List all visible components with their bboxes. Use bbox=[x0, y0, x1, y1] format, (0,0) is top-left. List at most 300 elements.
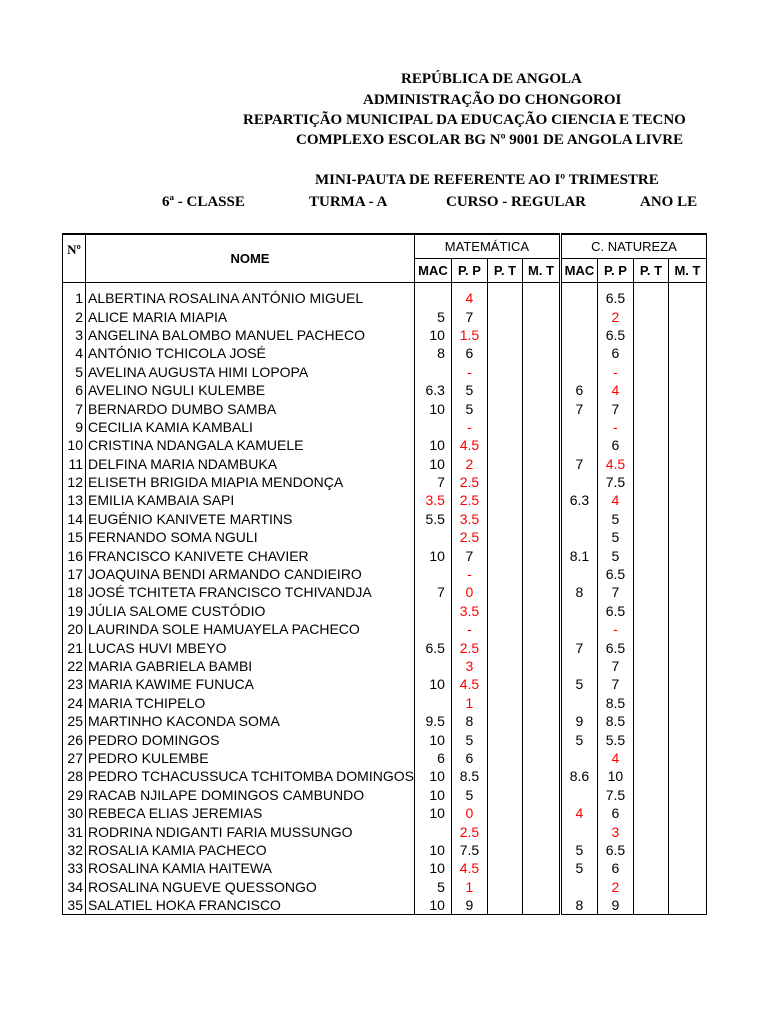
science-mt-grade bbox=[668, 491, 706, 509]
student-row bbox=[63, 583, 707, 601]
grades-table bbox=[62, 233, 707, 915]
student-name: PEDRO TCHACUSSUCA TCHITOMBA DOMINGOS bbox=[86, 767, 415, 785]
science-mt-grade bbox=[668, 712, 706, 730]
science-pt-grade bbox=[633, 602, 668, 620]
math-mac-grade: 7 bbox=[414, 473, 451, 491]
science-pp-grade: 7 bbox=[597, 399, 633, 417]
student-row bbox=[63, 510, 707, 528]
science-mt-grade bbox=[668, 399, 706, 417]
math-mac-grade: 10 bbox=[414, 767, 451, 785]
math-pp-grade: 4.5 bbox=[451, 859, 487, 877]
math-mac-grade bbox=[414, 418, 451, 436]
education-department-heading: REPARTIÇÃO MUNICIPAL DA EDUCAÇÃO CIENCIA E TECNO bbox=[243, 112, 686, 128]
science-pp-grade: 5.5 bbox=[597, 730, 633, 748]
row-number: 13 bbox=[63, 491, 86, 509]
student-row bbox=[63, 307, 707, 325]
science-pt-grade bbox=[633, 804, 668, 822]
math-pt-grade bbox=[487, 528, 522, 546]
science-pt-grade bbox=[633, 528, 668, 546]
math-pp-grade: 2.5 bbox=[451, 638, 487, 656]
row-number: 20 bbox=[63, 620, 86, 638]
science-mt-grade bbox=[668, 602, 706, 620]
student-name: AVELINO NGULI KULEMBE bbox=[86, 381, 415, 399]
student-name: ALBERTINA ROSALINA ANTÓNIO MIGUEL bbox=[86, 283, 415, 308]
math-mac-grade bbox=[414, 822, 451, 840]
math-pt-grade bbox=[487, 473, 522, 491]
student-name: LUCAS HUVI MBEYO bbox=[86, 638, 415, 656]
math-mac-grade: 3.5 bbox=[414, 491, 451, 509]
math-mt-grade bbox=[522, 602, 560, 620]
math-pt-grade bbox=[487, 344, 522, 362]
math-pt-grade bbox=[487, 712, 522, 730]
math-mac-grade bbox=[414, 694, 451, 712]
math-pp-grade: 6 bbox=[451, 749, 487, 767]
row-number: 14 bbox=[63, 510, 86, 528]
math-mac-header: MAC bbox=[414, 259, 451, 283]
math-mac-grade: 10 bbox=[414, 730, 451, 748]
math-pp-grade: 1 bbox=[451, 878, 487, 896]
math-mac-grade: 9.5 bbox=[414, 712, 451, 730]
science-mac-grade: 6 bbox=[560, 381, 597, 399]
student-row bbox=[63, 473, 707, 491]
science-mac-grade bbox=[560, 344, 597, 362]
math-mac-grade bbox=[414, 363, 451, 381]
math-mt-grade bbox=[522, 896, 560, 915]
science-mac-grade bbox=[560, 822, 597, 840]
science-pp-grade: - bbox=[597, 363, 633, 381]
math-pt-grade bbox=[487, 326, 522, 344]
science-mt-grade bbox=[668, 896, 706, 915]
science-mt-grade bbox=[668, 657, 706, 675]
science-mt-grade bbox=[668, 455, 706, 473]
math-mt-grade bbox=[522, 859, 560, 877]
student-row bbox=[63, 399, 707, 417]
math-pp-grade: 2.5 bbox=[451, 822, 487, 840]
math-pt-grade bbox=[487, 675, 522, 693]
math-pt-grade bbox=[487, 418, 522, 436]
science-pp-grade: 4.5 bbox=[597, 455, 633, 473]
science-mac-grade bbox=[560, 786, 597, 804]
science-mt-grade bbox=[668, 730, 706, 748]
student-name: EMILIA KAMBAIA SAPI bbox=[86, 491, 415, 509]
science-pp-grade: 2 bbox=[597, 307, 633, 325]
math-mac-grade: 5.5 bbox=[414, 510, 451, 528]
class-label: 6ª - CLASSE bbox=[162, 194, 245, 210]
math-pt-grade bbox=[487, 841, 522, 859]
student-row bbox=[63, 896, 707, 915]
math-pp-grade: - bbox=[451, 620, 487, 638]
row-number: 28 bbox=[63, 767, 86, 785]
row-number: 16 bbox=[63, 546, 86, 564]
math-mac-grade: 5 bbox=[414, 878, 451, 896]
year-label: ANO LE bbox=[640, 194, 698, 210]
science-mac-grade bbox=[560, 363, 597, 381]
student-name: ROSALINA KAMIA HAITEWA bbox=[86, 859, 415, 877]
student-row bbox=[63, 657, 707, 675]
student-name: MARIA GABRIELA BAMBI bbox=[86, 657, 415, 675]
math-mt-grade bbox=[522, 344, 560, 362]
science-pt-grade bbox=[633, 675, 668, 693]
row-number: 5 bbox=[63, 363, 86, 381]
science-mt-grade bbox=[668, 859, 706, 877]
country-heading: REPÚBLICA DE ANGOLA bbox=[401, 71, 582, 87]
group-label: TURMA - A bbox=[309, 194, 388, 210]
math-mac-grade: 10 bbox=[414, 455, 451, 473]
student-name: REBECA ELIAS JEREMIAS bbox=[86, 804, 415, 822]
math-pt-grade bbox=[487, 491, 522, 509]
student-row bbox=[63, 283, 707, 308]
student-name: ROSALIA KAMIA PACHECO bbox=[86, 841, 415, 859]
row-number: 22 bbox=[63, 657, 86, 675]
row-number: 30 bbox=[63, 804, 86, 822]
science-mac-grade: 9 bbox=[560, 712, 597, 730]
science-mac-grade: 7 bbox=[560, 399, 597, 417]
math-pp-grade: 5 bbox=[451, 786, 487, 804]
science-pp-grade: 9 bbox=[597, 896, 633, 915]
student-name: RODRINA NDIGANTI FARIA MUSSUNGO bbox=[86, 822, 415, 840]
math-pp-grade: 8 bbox=[451, 712, 487, 730]
row-number: 27 bbox=[63, 749, 86, 767]
student-row bbox=[63, 565, 707, 583]
student-name: EUGÉNIO KANIVETE MARTINS bbox=[86, 510, 415, 528]
science-mac-grade bbox=[560, 326, 597, 344]
math-pp-grade: 2.5 bbox=[451, 528, 487, 546]
math-mt-grade bbox=[522, 804, 560, 822]
science-pt-grade bbox=[633, 455, 668, 473]
science-pt-grade bbox=[633, 399, 668, 417]
math-pt-grade bbox=[487, 307, 522, 325]
math-mt-grade bbox=[522, 363, 560, 381]
row-number: 32 bbox=[63, 841, 86, 859]
science-mac-grade bbox=[560, 528, 597, 546]
math-mac-grade: 10 bbox=[414, 675, 451, 693]
math-mac-grade: 5 bbox=[414, 307, 451, 325]
student-row bbox=[63, 620, 707, 638]
student-name: FERNANDO SOMA NGULI bbox=[86, 528, 415, 546]
row-number: 34 bbox=[63, 878, 86, 896]
science-pp-grade: 8.5 bbox=[597, 712, 633, 730]
science-pp-grade: 7 bbox=[597, 657, 633, 675]
math-mt-grade bbox=[522, 712, 560, 730]
row-number: 23 bbox=[63, 675, 86, 693]
student-name: AVELINA AUGUSTA HIMI LOPOPA bbox=[86, 363, 415, 381]
science-mt-grade bbox=[668, 786, 706, 804]
row-number: 24 bbox=[63, 694, 86, 712]
student-name: FRANCISCO KANIVETE CHAVIER bbox=[86, 546, 415, 564]
science-pt-grade bbox=[633, 786, 668, 804]
math-pt-grade bbox=[487, 510, 522, 528]
science-mt-grade bbox=[668, 565, 706, 583]
math-pt-grade bbox=[487, 381, 522, 399]
science-pp-grade: 6 bbox=[597, 859, 633, 877]
student-row bbox=[63, 786, 707, 804]
math-mt-grade bbox=[522, 786, 560, 804]
science-mt-grade bbox=[668, 620, 706, 638]
student-row bbox=[63, 418, 707, 436]
math-mt-grade bbox=[522, 418, 560, 436]
math-mt-grade bbox=[522, 546, 560, 564]
document-title: MINI-PAUTA DE REFERENTE AO Iº TRIMESTRE bbox=[315, 172, 659, 188]
science-mt-header: M. T bbox=[668, 259, 706, 283]
math-mt-grade bbox=[522, 399, 560, 417]
math-pp-grade: 3 bbox=[451, 657, 487, 675]
math-mt-grade bbox=[522, 283, 560, 308]
math-pt-grade bbox=[487, 767, 522, 785]
science-mac-grade bbox=[560, 620, 597, 638]
math-pt-grade bbox=[487, 878, 522, 896]
science-mt-grade bbox=[668, 749, 706, 767]
row-number: 17 bbox=[63, 565, 86, 583]
math-mac-grade: 6.5 bbox=[414, 638, 451, 656]
science-mac-grade: 6.3 bbox=[560, 491, 597, 509]
grades-body bbox=[63, 283, 707, 915]
science-pt-grade bbox=[633, 326, 668, 344]
student-name: JOAQUINA BENDI ARMANDO CANDIEIRO bbox=[86, 565, 415, 583]
math-mt-grade bbox=[522, 491, 560, 509]
math-pt-grade bbox=[487, 363, 522, 381]
school-heading: COMPLEXO ESCOLAR BG Nº 9001 DE ANGOLA LIVRE bbox=[296, 132, 684, 148]
student-name: LAURINDA SOLE HAMUAYELA PACHECO bbox=[86, 620, 415, 638]
row-number: 7 bbox=[63, 399, 86, 417]
student-row bbox=[63, 602, 707, 620]
math-mt-grade bbox=[522, 822, 560, 840]
science-mt-grade bbox=[668, 307, 706, 325]
student-name: SALATIEL HOKA FRANCISCO bbox=[86, 896, 415, 915]
math-mt-grade bbox=[522, 749, 560, 767]
math-pt-grade bbox=[487, 565, 522, 583]
student-row bbox=[63, 381, 707, 399]
science-pt-grade bbox=[633, 565, 668, 583]
math-mac-grade bbox=[414, 565, 451, 583]
science-mac-grade bbox=[560, 418, 597, 436]
row-number: 10 bbox=[63, 436, 86, 454]
row-number: 26 bbox=[63, 730, 86, 748]
math-pp-grade: 9 bbox=[451, 896, 487, 915]
science-pt-grade bbox=[633, 767, 668, 785]
math-pp-grade: 4.5 bbox=[451, 675, 487, 693]
science-mt-grade bbox=[668, 528, 706, 546]
student-row bbox=[63, 638, 707, 656]
math-pt-header: P. T bbox=[487, 259, 522, 283]
math-mt-grade bbox=[522, 455, 560, 473]
science-pp-grade: 7.5 bbox=[597, 786, 633, 804]
math-pp-grade: 1 bbox=[451, 694, 487, 712]
row-number: 2 bbox=[63, 307, 86, 325]
math-pp-grade: 4.5 bbox=[451, 436, 487, 454]
math-pt-grade bbox=[487, 786, 522, 804]
student-row bbox=[63, 822, 707, 840]
science-mt-grade bbox=[668, 283, 706, 308]
science-mt-grade bbox=[668, 694, 706, 712]
science-mac-grade bbox=[560, 657, 597, 675]
math-mt-grade bbox=[522, 620, 560, 638]
math-pp-header: P. P bbox=[451, 259, 487, 283]
math-mt-grade bbox=[522, 583, 560, 601]
science-pp-header: P. P bbox=[597, 259, 633, 283]
math-mac-grade bbox=[414, 283, 451, 308]
science-pp-grade: 7 bbox=[597, 675, 633, 693]
row-number: 6 bbox=[63, 381, 86, 399]
science-mac-grade: 8 bbox=[560, 583, 597, 601]
science-pp-grade: 4 bbox=[597, 381, 633, 399]
math-mt-grade bbox=[522, 436, 560, 454]
math-pp-grade: - bbox=[451, 418, 487, 436]
science-mt-grade bbox=[668, 804, 706, 822]
science-pp-grade: 6.5 bbox=[597, 638, 633, 656]
math-mt-grade bbox=[522, 528, 560, 546]
science-pt-grade bbox=[633, 620, 668, 638]
science-pp-grade: 6.5 bbox=[597, 283, 633, 308]
science-mac-grade: 5 bbox=[560, 730, 597, 748]
row-number: 9 bbox=[63, 418, 86, 436]
math-mac-grade: 10 bbox=[414, 546, 451, 564]
science-mt-grade bbox=[668, 418, 706, 436]
row-number: 31 bbox=[63, 822, 86, 840]
student-row bbox=[63, 804, 707, 822]
student-row bbox=[63, 344, 707, 362]
science-mac-grade bbox=[560, 436, 597, 454]
math-mac-grade: 10 bbox=[414, 896, 451, 915]
student-name: MARTINHO KACONDA SOMA bbox=[86, 712, 415, 730]
math-mac-grade: 7 bbox=[414, 583, 451, 601]
science-pp-grade: 7 bbox=[597, 583, 633, 601]
row-number: 11 bbox=[63, 455, 86, 473]
student-name: CECILIA KAMIA KAMBALI bbox=[86, 418, 415, 436]
science-pt-grade bbox=[633, 657, 668, 675]
student-row bbox=[63, 841, 707, 859]
science-mac-header: MAC bbox=[560, 259, 597, 283]
math-mac-grade bbox=[414, 620, 451, 638]
math-pt-grade bbox=[487, 822, 522, 840]
science-mt-grade bbox=[668, 638, 706, 656]
science-pp-grade: 6.5 bbox=[597, 326, 633, 344]
science-pp-grade: 5 bbox=[597, 546, 633, 564]
science-pp-grade: 7.5 bbox=[597, 473, 633, 491]
science-mt-grade bbox=[668, 878, 706, 896]
science-mt-grade bbox=[668, 583, 706, 601]
science-pt-grade bbox=[633, 694, 668, 712]
science-pt-grade bbox=[633, 749, 668, 767]
science-pp-grade: 6 bbox=[597, 344, 633, 362]
math-mac-grade: 6 bbox=[414, 749, 451, 767]
math-mt-grade bbox=[522, 767, 560, 785]
student-name: MARIA TCHIPELO bbox=[86, 694, 415, 712]
science-mac-grade bbox=[560, 602, 597, 620]
math-pp-grade: 4 bbox=[451, 283, 487, 308]
math-mt-grade bbox=[522, 841, 560, 859]
science-pt-grade bbox=[633, 859, 668, 877]
math-subject-header: MATEMÁTICA bbox=[414, 234, 560, 259]
math-mac-grade: 10 bbox=[414, 326, 451, 344]
math-pt-grade bbox=[487, 455, 522, 473]
math-pt-grade bbox=[487, 638, 522, 656]
science-pp-grade: - bbox=[597, 620, 633, 638]
math-pt-grade bbox=[487, 283, 522, 308]
science-mac-grade: 7 bbox=[560, 638, 597, 656]
math-pt-grade bbox=[487, 657, 522, 675]
math-pp-grade: 3.5 bbox=[451, 602, 487, 620]
student-row bbox=[63, 546, 707, 564]
row-number: 18 bbox=[63, 583, 86, 601]
science-mt-grade bbox=[668, 767, 706, 785]
math-pp-grade: 5 bbox=[451, 399, 487, 417]
math-mt-header: M. T bbox=[522, 259, 560, 283]
math-mt-grade bbox=[522, 473, 560, 491]
math-mt-grade bbox=[522, 326, 560, 344]
math-pp-grade: 2.5 bbox=[451, 491, 487, 509]
student-row bbox=[63, 730, 707, 748]
row-number: 19 bbox=[63, 602, 86, 620]
math-pt-grade bbox=[487, 804, 522, 822]
math-mt-grade bbox=[522, 381, 560, 399]
student-name: JÚLIA SALOME CUSTÓDIO bbox=[86, 602, 415, 620]
row-number: 35 bbox=[63, 896, 86, 915]
math-mac-grade: 10 bbox=[414, 859, 451, 877]
science-pt-grade bbox=[633, 436, 668, 454]
math-pp-grade: 2 bbox=[451, 455, 487, 473]
science-pp-grade: 5 bbox=[597, 528, 633, 546]
science-pp-grade: 10 bbox=[597, 767, 633, 785]
science-pt-grade bbox=[633, 283, 668, 308]
science-mac-grade: 5 bbox=[560, 675, 597, 693]
science-pt-grade bbox=[633, 363, 668, 381]
science-subject-header: C. NATUREZA bbox=[560, 234, 706, 259]
student-row bbox=[63, 749, 707, 767]
student-name: ANTÓNIO TCHICOLA JOSÉ bbox=[86, 344, 415, 362]
science-pt-grade bbox=[633, 510, 668, 528]
science-pt-grade bbox=[633, 491, 668, 509]
science-mac-grade bbox=[560, 749, 597, 767]
science-pt-grade bbox=[633, 307, 668, 325]
row-number: 3 bbox=[63, 326, 86, 344]
science-pt-grade bbox=[633, 344, 668, 362]
administration-heading: ADMINISTRAÇÃO DO CHONGOROI bbox=[363, 92, 622, 108]
student-name: CRISTINA NDANGALA KAMUELE bbox=[86, 436, 415, 454]
math-mt-grade bbox=[522, 694, 560, 712]
math-pp-grade: 0 bbox=[451, 583, 487, 601]
math-mac-grade: 10 bbox=[414, 786, 451, 804]
math-pp-grade: 7 bbox=[451, 546, 487, 564]
science-pt-grade bbox=[633, 822, 668, 840]
student-row bbox=[63, 326, 707, 344]
science-mac-grade bbox=[560, 283, 597, 308]
student-name: PEDRO KULEMBE bbox=[86, 749, 415, 767]
math-mac-grade bbox=[414, 602, 451, 620]
science-pt-grade bbox=[633, 546, 668, 564]
science-mac-grade bbox=[560, 694, 597, 712]
math-pt-grade bbox=[487, 749, 522, 767]
math-mac-grade bbox=[414, 657, 451, 675]
student-name: BERNARDO DUMBO SAMBA bbox=[86, 399, 415, 417]
math-mac-grade: 10 bbox=[414, 436, 451, 454]
science-mac-grade bbox=[560, 878, 597, 896]
math-mt-grade bbox=[522, 565, 560, 583]
science-mt-grade bbox=[668, 546, 706, 564]
science-pt-grade bbox=[633, 878, 668, 896]
math-pt-grade bbox=[487, 859, 522, 877]
science-mac-grade: 7 bbox=[560, 455, 597, 473]
row-number: 15 bbox=[63, 528, 86, 546]
student-name: ELISETH BRIGIDA MIAPIA MENDONÇA bbox=[86, 473, 415, 491]
math-pt-grade bbox=[487, 546, 522, 564]
math-mac-grade: 10 bbox=[414, 399, 451, 417]
student-name: RACAB NJILAPE DOMINGOS CAMBUNDO bbox=[86, 786, 415, 804]
science-pp-grade: 4 bbox=[597, 491, 633, 509]
science-mt-grade bbox=[668, 326, 706, 344]
math-pp-grade: 5 bbox=[451, 730, 487, 748]
student-name: ROSALINA NGUEVE QUESSONGO bbox=[86, 878, 415, 896]
math-mac-grade bbox=[414, 528, 451, 546]
